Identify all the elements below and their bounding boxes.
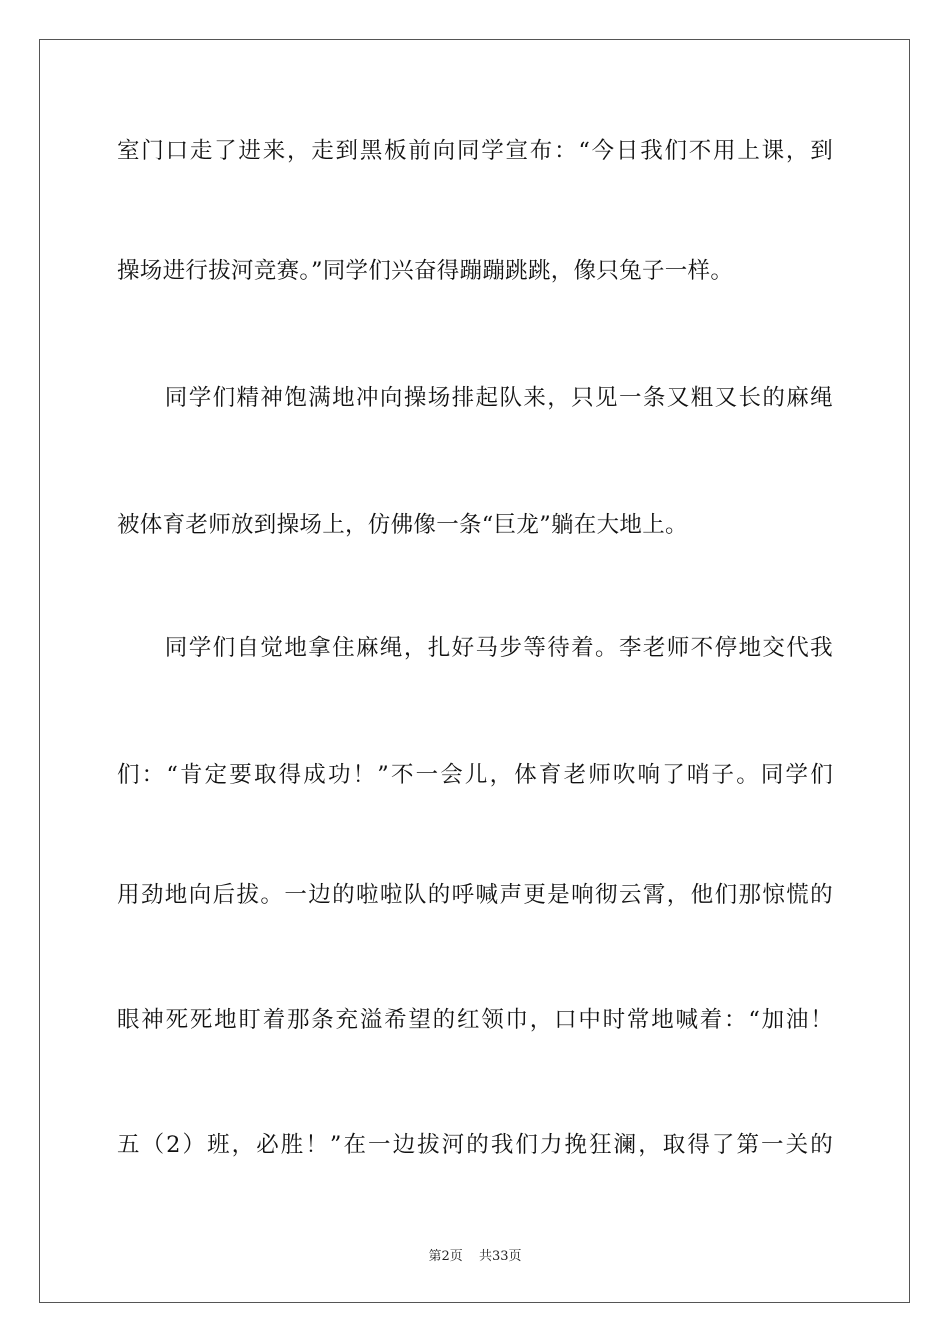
text-line-5: 同学们自觉地拿住麻绳，扎好马步等待着。李老师不停地交代我 <box>117 635 833 661</box>
page-border <box>39 39 910 1303</box>
text-line-6: 们：“肯定要取得成功！”不一会儿，体育老师吹响了哨子。同学们 <box>117 762 833 788</box>
total-pages: 共33页 <box>478 1249 522 1264</box>
text-line-2: 操场进行拔河竞赛。”同学们兴奋得蹦蹦跳跳，像只兔子一样。 <box>117 258 734 284</box>
text-line-9: 五（2）班，必胜！”在一边拔河的我们力挽狂澜，取得了第一关的 <box>117 1132 833 1158</box>
page-footer <box>0 1248 950 1266</box>
text-line-8: 眼神死死地盯着那条充溢希望的红领巾，口中时常地喊着：“加油！ <box>117 1007 833 1033</box>
text-line-1: 室门口走了进来，走到黑板前向同学宣布：“今日我们不用上课，到 <box>117 138 833 164</box>
text-line-7: 用劲地向后拔。一边的啦啦队的呼喊声更是响彻云霄，他们那惊慌的 <box>117 882 833 908</box>
page-number: 第2页 <box>428 1249 463 1264</box>
text-line-3: 同学们精神饱满地冲向操场排起队来，只见一条又粗又长的麻绳 <box>117 385 833 411</box>
text-line-4: 被体育老师放到操场上，仿佛像一条“巨龙”躺在大地上。 <box>117 512 688 538</box>
